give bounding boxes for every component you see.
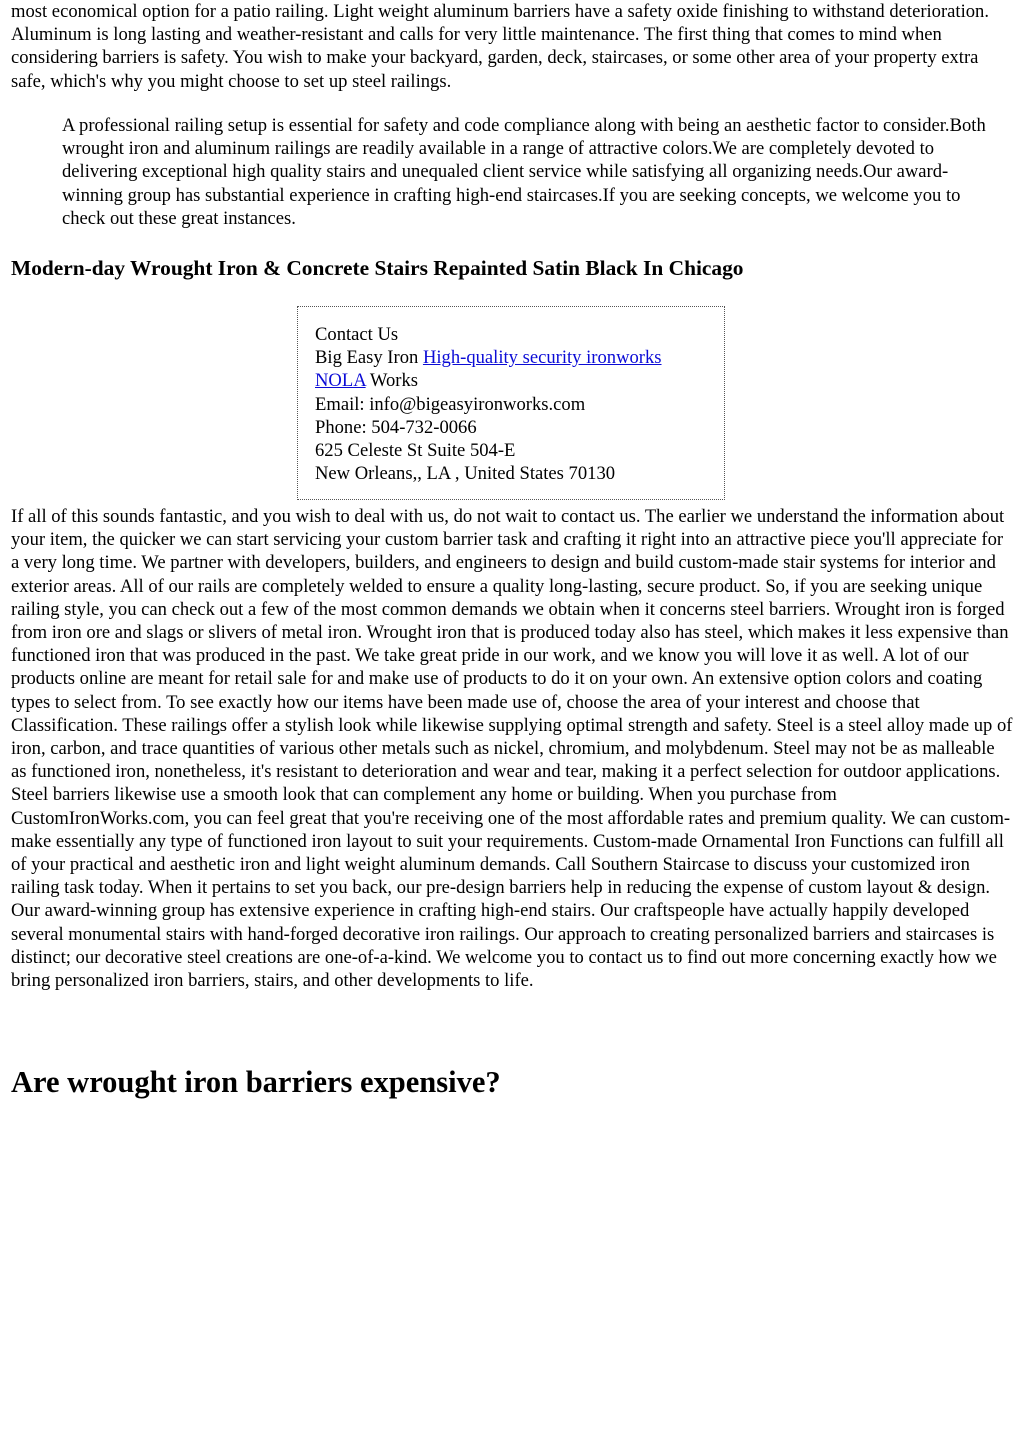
contact-title: Contact Us xyxy=(315,324,399,345)
blockquote: A professional railing setup is essential for safety and code compliance along with being an aesthetic factor to consider.Both wrought iron and aluminum railings are readily available in a range of attractive colors.We are completely devoted to delivering exceptional high quality stairs and unequaled client service while satisfying all organizing needs.Our award-winning group has substantial experience in crafting high-end staircases.If you are seeking concepts, we welcome you to check out these great instances. xyxy=(62,115,986,229)
intro-paragraph: most economical option for a patio railing. Light weight aluminum barriers have a safety oxide finishing to withstand deterioration. Aluminum is long lasting and weather-resistant and calls for very little maintenance. The first thing that comes to mind when considering barriers is safety. You wish to make your backyard, garden, deck, staircases, or some other area of your property extra safe, which's why you might choose to set up steel railings. xyxy=(11,1,989,92)
contact-email: Email: info@bigeasyironworks.com xyxy=(315,393,586,415)
contact-address-line-1: 625 Celeste St Suite 504-E xyxy=(315,440,516,462)
contact-phone: Phone: 504-732-0066 xyxy=(315,416,477,438)
contact-name-prefix: Big Easy Iron xyxy=(315,347,423,369)
contact-name-line xyxy=(315,346,708,369)
contact-box xyxy=(297,306,725,500)
security-ironworks-link[interactable]: High-quality security ironworks xyxy=(422,347,662,369)
contact-address-line-2: New Orleans,, LA , United States 70130 xyxy=(315,463,616,485)
contact-name-line-2 xyxy=(315,369,708,392)
section-heading: Are wrought iron barriers expensive? xyxy=(11,1065,501,1099)
subheading: Modern-day Wrought Iron & Concrete Stairs Repainted Satin Black In Chicago xyxy=(11,256,744,280)
body-paragraph: If all of this sounds fantastic, and you wish to deal with us, do not wait to contact us. The earlier we understand the information about your item, the quicker we can start servicing your custom barrier task and crafting it right into an attractive piece you'll appreciate for a very long time. We partner with developers, builders, and engineers to design and build custom-made stair systems for interior and exterior areas. All of our rails are completely welded to ensure a quality long-lasting, secure product. So, if you are seeking unique railing style, you can check out a few of the most common demands we obtain when it concerns steel barriers. Wrought iron is forged from iron ore and slags or slivers of metal iron. Wrought iron that is produced today also has steel, which makes it less expensive than functioned iron that was produced in the past. We take great pride in our work, and we know you will love it as well. A lot of our products online are meant for retail sale for and make use of products to do it on your own. An extensive option colors and coating types to select from. To see exactly how our items have been made use of, choose the area of your interest and choose that Classification. These railings offer a stylish look while likewise supplying optimal strength and safety. Steel is a steel alloy made up of iron, carbon, and trace quantities of various other metals such as nickel, chromium, and molybdenum. Steel may not be as malleable as functioned iron, nonetheless, it's resistant to deterioration and wear and tear, making it a perfect selection for outdoor applications. Steel barriers likewise use a smooth look that can complement any home or building. When you purchase from CustomIronWorks.com, you can feel great that you're receiving one of the most affordable rates and premium quality. We can custom-make essentially any type of functioned iron layout to suit your requirements. Custom-made Ornamental Iron Functions can fulfill all of your practical and aesthetic iron and light weight aluminum demands. Call Southern Staircase to discuss your customized iron railing task today. When it pertains to set you back, our pre-design barriers help in reducing the expense of custom layout & design. Our award-winning group has extensive experience in crafting high-end stairs. Our craftspeople have actually happily developed several monumental stairs with hand-forged decorative iron railings. Our approach to creating personalized barriers and staircases is distinct; our decorative steel creations are one-of-a-kind. We welcome you to contact us to find out more concerning exactly how we bring personalized iron barriers, stairs, and other developments to life. xyxy=(11,506,1013,992)
nola-link[interactable]: NOLA xyxy=(315,370,366,392)
contact-name-suffix: Works xyxy=(365,370,419,392)
